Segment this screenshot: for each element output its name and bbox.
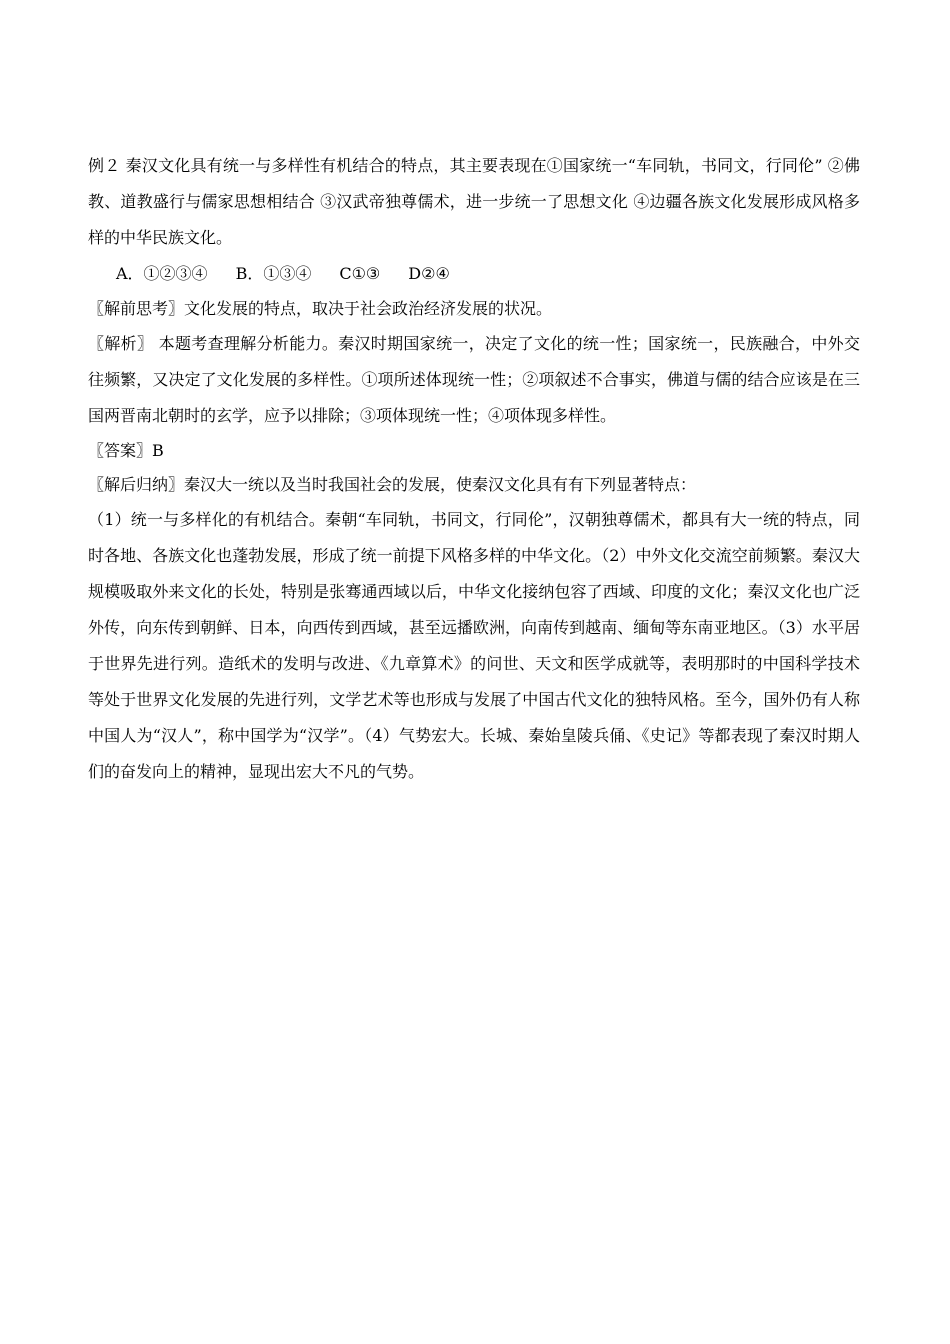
option-b: B．①③④ <box>235 264 312 283</box>
analysis: 〖解析〗 本题考查理解分析能力。秦汉时期国家统一，决定了文化的统一性；国家统一，民族融合，中外交往频繁，又决定了文化发展的多样性。①项所述体现统一性；②项叙述不合事实，佛道与儒的结合应该是在三国两晋南北朝时的玄学，应予以排除；③项体现统一性；④项体现多样性。 <box>88 334 860 425</box>
document-content <box>88 148 860 790</box>
pre-thinking: 〖解前思考〗文化发展的特点，取决于社会政治经济发展的状况。 <box>88 299 553 318</box>
summary-heading: 〖解后归纳〗秦汉大一统以及当时我国社会的发展，使秦汉文化具有有下列显著特点： <box>88 475 697 494</box>
summary-body: （1）统一与多样化的有机结合。秦朝“车同轨，书同文，行同伦”，汉朝独尊儒术，都具有大一统的特点，同时各地、各族文化也蓬勃发展，形成了统一前提下风格多样的中华文化。（2）中外文化交流空前频繁。秦汉大规模吸取外来文化的长处，特别是张骞通西域以后，中华文化接纳包容了西域、印度的文化；秦汉文化也广泛外传，向东传到朝鲜、日本，向西传到西域，甚至远播欧洲，向南传到越南、缅甸等东南亚地区。（3）水平居于世界先进行列。造纸术的发明与改进、《九章算术》的问世、天文和医学成就等，表明那时的中国科学技术等处于世界文化发展的先进行列，文学艺术等也形成与发展了中国古代文化的独特风格。至今，国外仍有人称中国人为“汉人”，称中国学为“汉学”。（4）气势宏大。长城、秦始皇陵兵俑、《史记》等都表现了秦汉时期人们的奋发向上的精神，显现出宏大不凡的气势。 <box>88 510 860 781</box>
answer: 〖答案〗B <box>88 441 164 460</box>
option-d: D②④ <box>408 264 450 283</box>
answer-options <box>88 256 860 292</box>
option-c: C①③ <box>339 264 381 283</box>
question-text: 例２ 秦汉文化具有统一与多样性有机结合的特点，其主要表现在①国家统一“车同轨，书同文，行同伦” ②佛教、道教盛行与儒家思想相结合 ③汉武帝独尊儒术，进一步统一了思想文化 ④边疆各族文化发展形成风格多样的中华民族文化。 <box>88 156 860 247</box>
option-a: A．①②③④ <box>116 264 208 283</box>
